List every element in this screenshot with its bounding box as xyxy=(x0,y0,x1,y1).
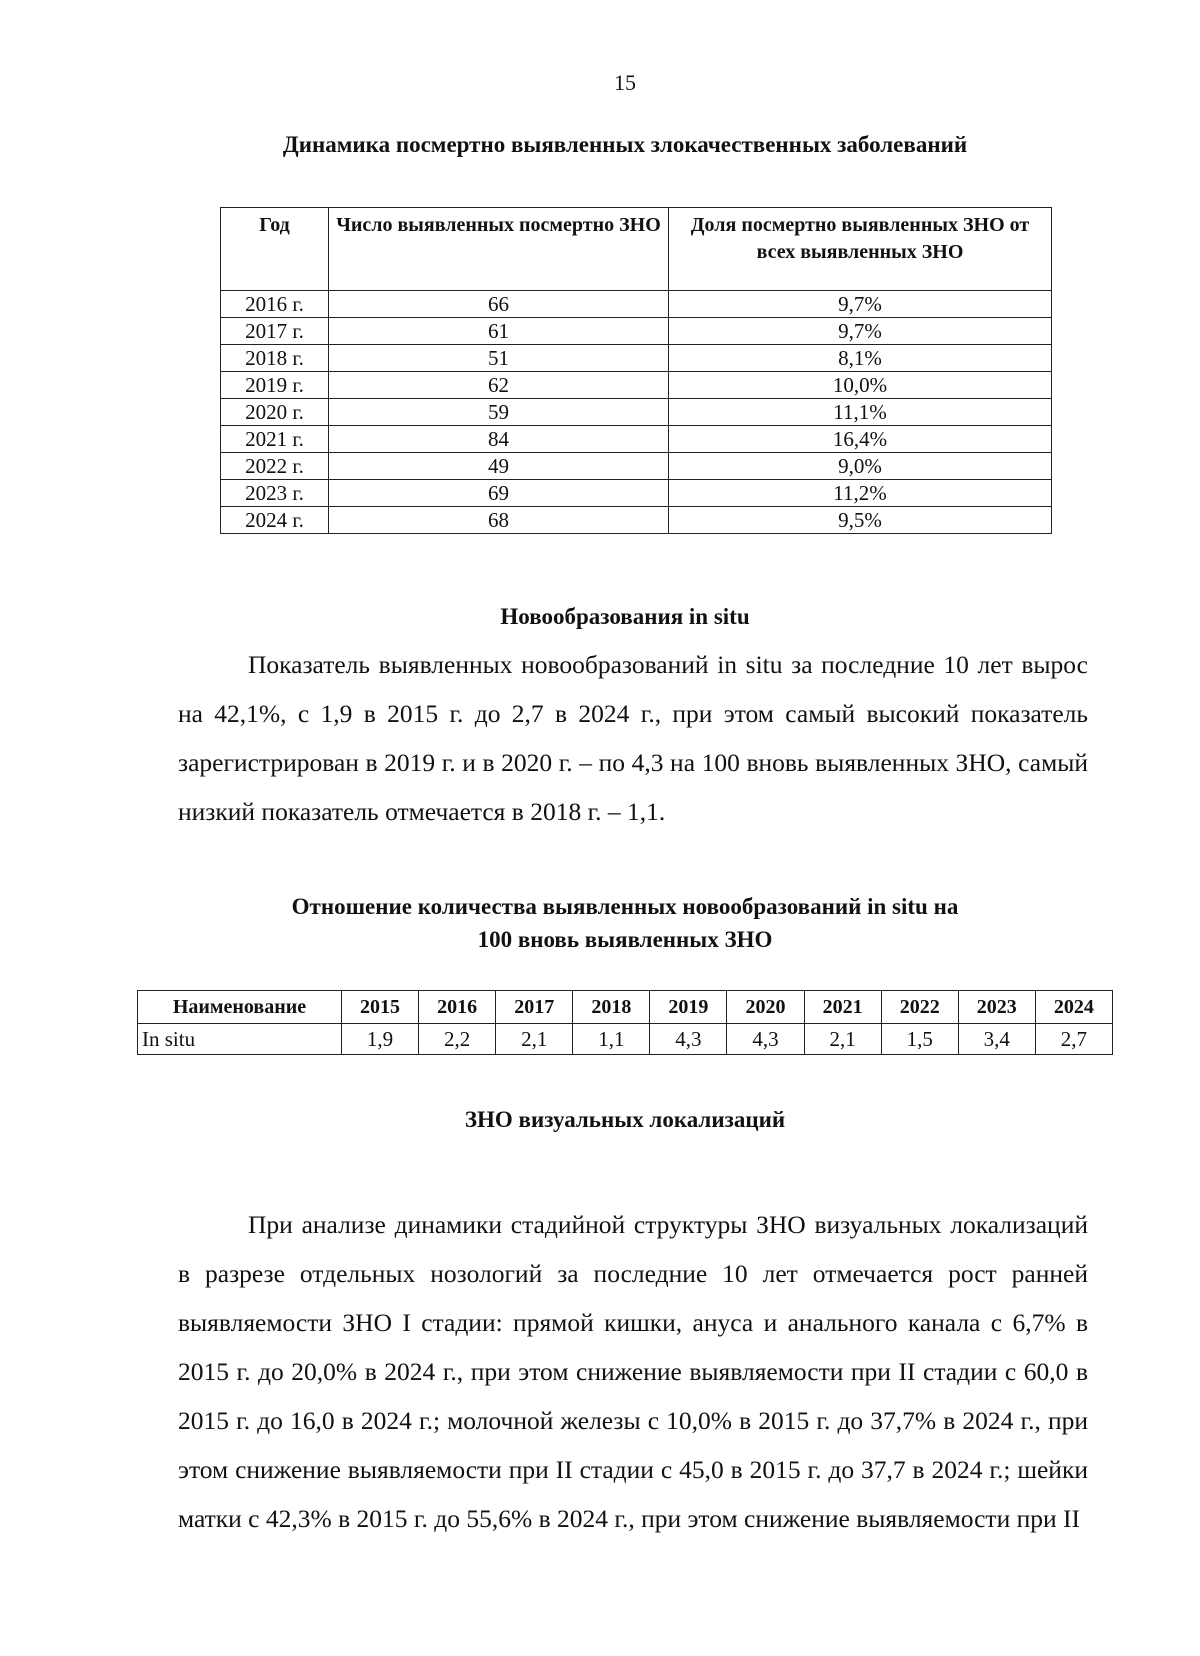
count-cell: 66 xyxy=(329,291,669,318)
header-year: 2024 xyxy=(1035,991,1112,1024)
count-cell: 84 xyxy=(329,426,669,453)
share-cell: 10,0% xyxy=(669,372,1052,399)
table1-title: Динамика посмертно выявленных злокачественных заболеваний xyxy=(282,132,968,157)
value-cell: 4,3 xyxy=(727,1024,804,1055)
table-row xyxy=(221,453,1052,480)
count-cell: 62 xyxy=(329,372,669,399)
header-year: 2015 xyxy=(342,991,419,1024)
value-cell: 3,4 xyxy=(958,1024,1035,1055)
header-year: 2018 xyxy=(573,991,650,1024)
year-cell: 2022 г. xyxy=(221,453,329,480)
value-cell: 1,9 xyxy=(342,1024,419,1055)
count-cell: 69 xyxy=(329,480,669,507)
header-year: 2020 xyxy=(727,991,804,1024)
year-cell: 2021 г. xyxy=(221,426,329,453)
insitu-table xyxy=(137,990,1113,1055)
header-year: 2016 xyxy=(419,991,496,1024)
table-row xyxy=(221,345,1052,372)
share-cell: 16,4% xyxy=(669,426,1052,453)
table-row xyxy=(221,480,1052,507)
value-cell: 1,5 xyxy=(881,1024,958,1055)
name-cell: In situ xyxy=(138,1024,342,1055)
page-number: 15 xyxy=(614,70,636,95)
year-cell: 2017 г. xyxy=(221,318,329,345)
table-row xyxy=(221,291,1052,318)
header-year: 2019 xyxy=(650,991,727,1024)
share-cell: 9,7% xyxy=(669,318,1052,345)
insitu-paragraph xyxy=(178,640,1088,836)
table-row xyxy=(221,399,1052,426)
count-cell: 68 xyxy=(329,507,669,534)
header-year: 2022 xyxy=(881,991,958,1024)
value-cell: 1,1 xyxy=(573,1024,650,1055)
table-header-row xyxy=(221,208,1052,291)
year-cell: 2018 г. xyxy=(221,345,329,372)
visual-paragraph xyxy=(178,1200,1088,1543)
share-cell: 9,0% xyxy=(669,453,1052,480)
header-count: Число выявленных посмертно ЗНО xyxy=(329,208,669,291)
value-cell: 2,2 xyxy=(419,1024,496,1055)
year-cell: 2020 г. xyxy=(221,399,329,426)
insitu-text: Показатель выявленных новообразований in situ за последние 10 лет вырос на 42,1%, с 1,9 в 2015 г. до 2,7 в 2024 г., при этом самый высокий показатель зарегистрирован в 2019 г. и в 2020 г. – по 4,3 на 100 вновь выявленных ЗНО, самый низкий показатель отмечается в 2018 г. – 1,1. xyxy=(178,650,1088,826)
value-cell: 2,1 xyxy=(804,1024,881,1055)
postmortem-table xyxy=(220,207,1052,534)
count-cell: 61 xyxy=(329,318,669,345)
share-cell: 11,2% xyxy=(669,480,1052,507)
table2-title-line2: 100 вновь выявленных ЗНО xyxy=(477,927,773,952)
year-cell: 2023 г. xyxy=(221,480,329,507)
count-cell: 49 xyxy=(329,453,669,480)
header-share: Доля посмертно выявленных ЗНО от всех выявленных ЗНО xyxy=(669,208,1052,291)
table-row xyxy=(221,372,1052,399)
header-year: 2021 xyxy=(804,991,881,1024)
header-name: Наименование xyxy=(138,991,342,1024)
header-year: 2023 xyxy=(958,991,1035,1024)
value-cell: 2,7 xyxy=(1035,1024,1112,1055)
visual-text: При анализе динамики стадийной структуры ЗНО визуальных локализаций в разрезе отдельных нозологий за последние 10 лет отмечается рост ранней выявляемости ЗНО I стадии: прямой кишки, ануса и анального канала с 6,7% в 2015 г. до 20,0% в 2024 г., при этом снижение выявляемости при II стадии с 60,0 в 2015 г. до 16,0 в 2024 г.; молочной железы с 10,0% в 2015 г. до 37,7% в 2024 г., при этом снижение выявляемости при II стадии с 45,0 в 2015 г. до 37,7 в 2024 г.; шейки матки с 42,3% в 2015 г. до 55,6% в 2024 г., при этом снижение выявляемости при II xyxy=(178,1210,1088,1533)
header-year: Год xyxy=(221,208,329,291)
share-cell: 11,1% xyxy=(669,399,1052,426)
table-row xyxy=(138,1024,1113,1055)
year-cell: 2024 г. xyxy=(221,507,329,534)
table-row xyxy=(221,507,1052,534)
table-header-row xyxy=(138,991,1113,1024)
year-cell: 2016 г. xyxy=(221,291,329,318)
header-year: 2017 xyxy=(496,991,573,1024)
count-cell: 51 xyxy=(329,345,669,372)
count-cell: 59 xyxy=(329,399,669,426)
visual-heading: ЗНО визуальных локализаций xyxy=(464,1107,786,1132)
table-row xyxy=(221,426,1052,453)
share-cell: 9,5% xyxy=(669,507,1052,534)
table-row xyxy=(221,318,1052,345)
value-cell: 2,1 xyxy=(496,1024,573,1055)
table2-title-line1: Отношение количества выявленных новообразований in situ на xyxy=(291,894,959,919)
insitu-heading: Новообразования in situ xyxy=(500,604,750,629)
share-cell: 8,1% xyxy=(669,345,1052,372)
year-cell: 2019 г. xyxy=(221,372,329,399)
share-cell: 9,7% xyxy=(669,291,1052,318)
value-cell: 4,3 xyxy=(650,1024,727,1055)
